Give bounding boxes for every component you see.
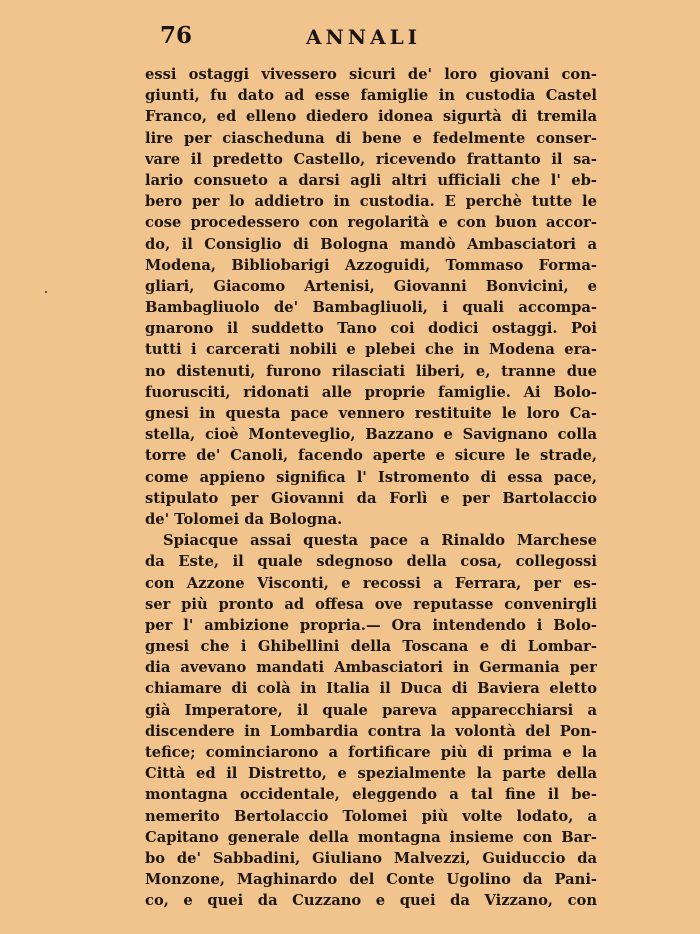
text-line: no distenuti, furono rilasciati liberi, e, tranne due <box>145 362 597 380</box>
paragraph-2 <box>145 530 597 911</box>
text-line: nemerito Bertolaccio Tolomei più volte lodato, a <box>145 807 597 825</box>
text-line: Città ed il Distretto, e spezialmente la parte della <box>145 765 597 783</box>
text-line: gnarono il suddetto Tano coi dodici ostaggi. Poi <box>145 320 597 338</box>
running-title: ANNALI <box>306 25 422 49</box>
text-line: fuorusciti, ridonati alle proprie famiglie. Ai Bolo- <box>145 383 597 401</box>
paragraph-1 <box>145 64 597 530</box>
text-line: essi ostaggi vivessero sicuri de' loro giovani con- <box>145 66 597 83</box>
text-line: già Imperatore, il quale pareva apparecchiarsi a <box>145 701 597 719</box>
text-line: lario consueto a darsi agli altri ufficiali che l' eb- <box>145 171 597 189</box>
text-line: Bambagliuolo de' Bambagliuoli, i quali accompa- <box>145 299 597 317</box>
text-line: gliari, Giacomo Artenisi, Giovanni Bonvicini, e <box>145 277 597 295</box>
text-line: stella, cioè Monteveglio, Bazzano e Savignano colla <box>145 426 597 444</box>
text-line: da Este, il quale sdegnoso della cosa, collegossi <box>145 553 597 571</box>
text-line: gnesi in questa pace vennero restituite le loro Ca- <box>145 405 597 422</box>
page-header <box>150 22 600 52</box>
text-line: discendere in Lombardia contra la volontà del Pon- <box>145 722 597 740</box>
text-line: montagna occidentale, eleggendo a tal fine il be- <box>145 786 597 804</box>
text-line: tefice; cominciarono a fortificare più di prima e la <box>145 744 597 761</box>
page-number: 76 <box>160 22 193 49</box>
text-line: Spiacque assai questa pace a Rinaldo Marchese <box>163 532 597 550</box>
text-line: bo de' Sabbadini, Giuliano Malvezzi, Guiduccio da <box>145 849 597 867</box>
text-line: lire per ciascheduna di bene e fedelmente conser- <box>145 129 597 147</box>
text-line: con Azzone Visconti, e recossi a Ferrara, per es- <box>145 574 597 592</box>
text-line: Capitano generale della montagna insieme con Bar- <box>145 828 597 846</box>
text-line: per l' ambizione propria.— Ora intendendo i Bolo- <box>145 616 597 634</box>
text-line: chiamare di colà in Italia il Duca di Baviera eletto <box>145 680 597 698</box>
text-line: dia avevano mandati Ambasciatori in Germania per <box>145 659 597 677</box>
text-line: cose procedessero con regolarità e con buon accor- <box>145 214 597 232</box>
text-line: Modena, Bibliobarigi Azzoguidi, Tommaso Forma- <box>145 256 597 274</box>
text-line: gnesi che i Ghibellini della Toscana e di Lombar- <box>145 638 597 656</box>
text-line: co, e quei da Cuzzano e quei da Vizzano, con <box>145 892 597 910</box>
print-speck <box>45 291 47 293</box>
text-line: torre de' Canoli, facendo aperte e sicure le strade, <box>145 447 597 465</box>
text-line: stipulato per Giovanni da Forlì e per Bartolaccio <box>145 489 597 507</box>
text-line: come appieno significa l' Istromento di essa pace, <box>145 468 597 486</box>
text-line: giunti, fu dato ad esse famiglie in custodia Castel <box>145 87 597 105</box>
text-line: de' Tolomei da Bologna. <box>145 510 343 528</box>
text-line: ser più pronto ad offesa ove reputasse convenirgli <box>145 595 597 613</box>
text-line: bero per lo addietro in custodia. E perchè tutte le <box>145 193 597 211</box>
text-line: Franco, ed elleno diedero idonea sigurtà di tremila <box>145 108 597 126</box>
text-line: Monzone, Maghinardo del Conte Ugolino da Pani- <box>145 871 597 889</box>
body-text <box>145 64 597 912</box>
text-line: vare il predetto Castello, ricevendo frattanto il sa- <box>145 150 597 168</box>
text-line: do, il Consiglio di Bologna mandò Ambasciatori a <box>145 235 597 253</box>
text-line: tutti i carcerati nobili e plebei che in Modena era- <box>145 341 597 359</box>
